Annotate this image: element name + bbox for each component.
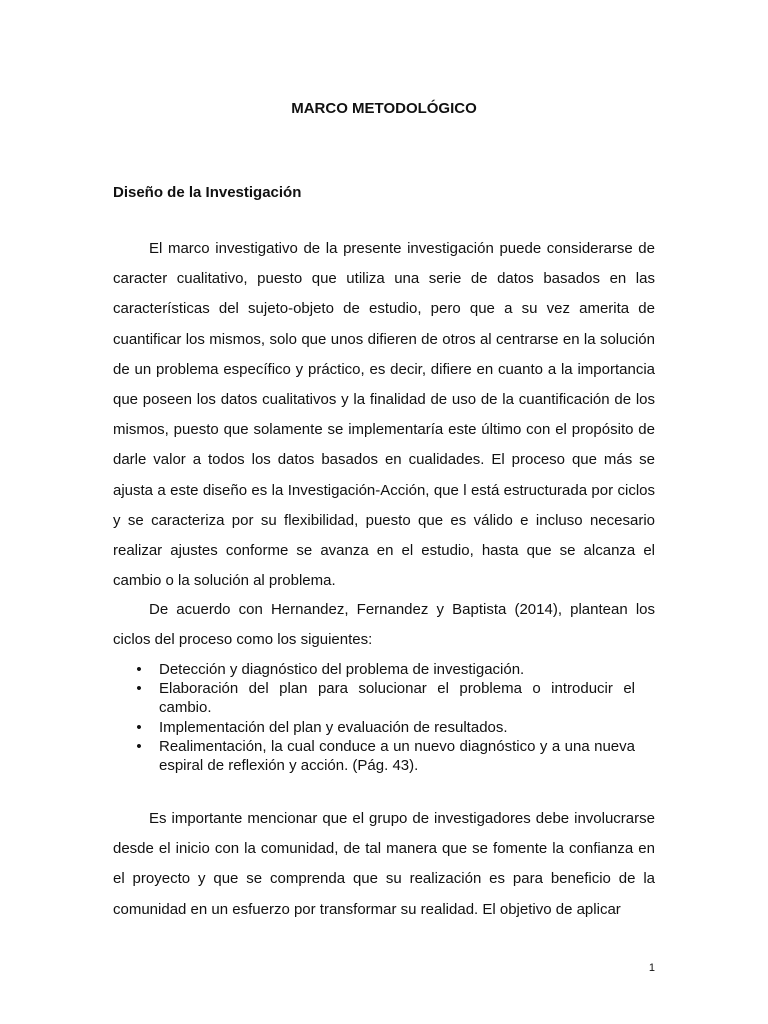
list-item (113, 660, 635, 679)
bullet-list (113, 660, 635, 775)
bullet-icon: • (136, 680, 142, 698)
list-item (113, 737, 635, 775)
paragraph-1: El marco investigativo de la presente investigación puede considerarse de caracter cualitativo, puesto que utiliza una serie de datos basados en las características del sujeto-objeto de estudio, pero que a su vez amerita de cuantificar los mismos, solo que unos difieren de otros al centrarse en la solución de un problema específico y práctico, es decir, difiere en cuanto a la importancia que poseen los datos cualitativos y la finalidad de uso de la cuantificación de los mismos, puesto que solamente se implementaría este último con el propósito de darle valor a todos los datos basados en cualidades. El proceso que más se ajusta a este diseño es la Investigación-Acción, que l está estructurada por ciclos y se caracteriza por su flexibilidad, puesto que es válido e incluso necesario realizar ajustes conforme se avanza en el estudio, hasta que se alcanza el cambio o la solución al problema. (113, 240, 655, 590)
bullet-icon: • (136, 737, 142, 755)
list-item-text: Implementación del plan y evaluación de resultados. (159, 718, 508, 736)
paragraph-2: De acuerdo con Hernandez, Fernandez y Baptista (2014), plantean los ciclos del proceso como los siguientes: (113, 601, 655, 649)
paragraph-3: Es importante mencionar que el grupo de investigadores debe involucrarse desde el inicio con la comunidad, de tal manera que se fomente la confianza en el proyecto y que se comprenda que su realización es para beneficio de la comunidad en un esfuerzo por transformar su realidad. El objetivo de aplicar (113, 810, 655, 918)
bullet-icon: • (136, 661, 142, 678)
bullet-icon: • (136, 718, 142, 736)
list-item-text: Detección y diagnóstico del problema de investigación. (159, 661, 525, 678)
list-item-text: Elaboración del plan para solucionar el problema o introducir el cambio. (159, 680, 635, 717)
list-item (113, 718, 635, 737)
page-number: 1 (648, 962, 655, 974)
list-item (113, 679, 635, 717)
document-title: MARCO METODOLÓGICO (291, 100, 477, 117)
section-heading: Diseño de la Investigación (113, 184, 302, 201)
list-item-text: Realimentación, la cual conduce a un nuevo diagnóstico y a una nueva espiral de reflexión y acción. (Pág. 43). (159, 737, 635, 775)
